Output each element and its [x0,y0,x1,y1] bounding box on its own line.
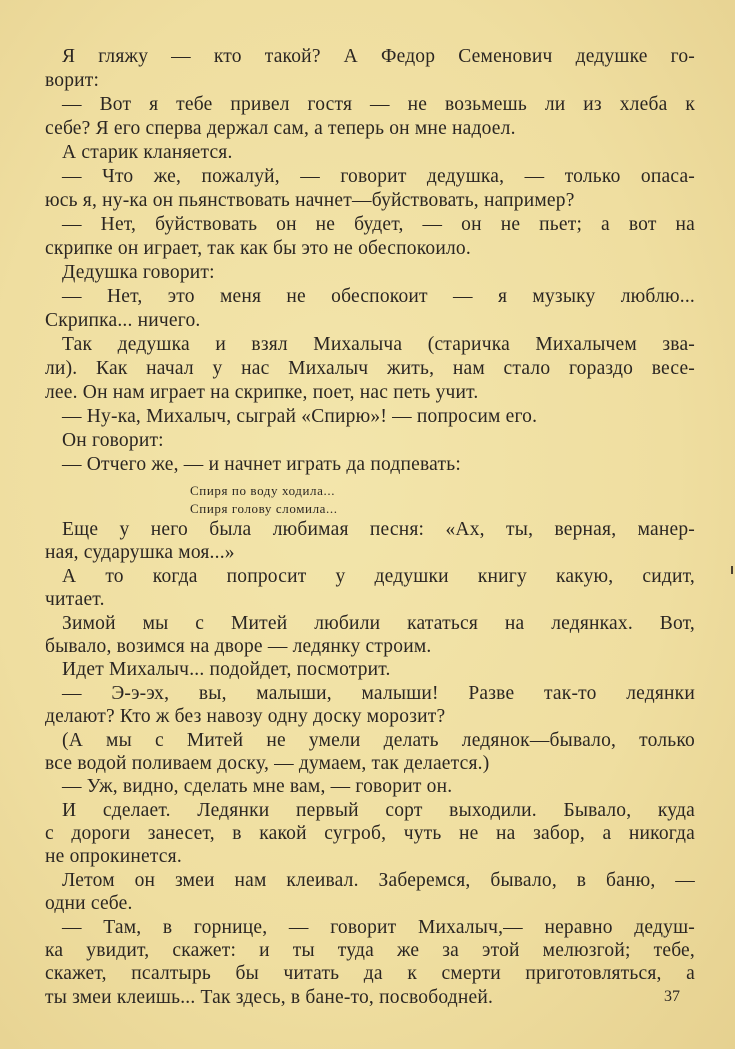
paragraph [45,429,695,453]
scan-speck [731,566,733,574]
text-line: — Там, в горнице, — говорит Михалыч,— неравно дедуш- [62,916,695,938]
poem-line: Спиря голову сломила... [190,501,338,516]
paragraph [45,729,695,776]
paragraph [45,333,695,405]
text-line: читает. [45,589,105,611]
text-line: А старик кланяется. [62,142,233,163]
text-line: лее. Он нам играет на скрипке, поет, нас петь учит. [45,382,479,403]
paragraph [45,869,695,916]
text-line: скажет, псалтырь бы читать да к смерти приготовляться, а [45,963,695,985]
text-line: юсь я, ну-ка он пьянствовать начнет—буйствовать, например? [45,190,575,211]
paragraph [45,453,695,477]
text-line: — Вот я тебе привел гостя — не возьмешь ли из хлеба к [62,94,695,115]
paragraph [45,612,695,659]
paragraph [45,916,695,1010]
text-line: скрипке он играет, так как бы это не обеспокоило. [45,238,471,259]
text-line: Он говорит: [62,430,164,451]
text-line: — Нет, это меня не обеспокоит — я музыку люблю... [62,286,695,307]
text-line: с дороги занесет, в какой сугроб, чуть не на забор, а никогда [45,823,695,845]
poem-verse [190,482,338,518]
paragraph [45,799,695,869]
text-line: ли). Как начал у нас Михалыч жить, нам стало гораздо весе- [45,358,695,379]
text-line: не опрокинется. [45,846,182,868]
text-line: И сделает. Ледянки первый сорт выходили. Бывало, куда [62,799,695,821]
text-line: — Ну-ка, Михалыч, сыграй «Спирю»! — попросим его. [62,406,538,427]
paragraph [45,285,695,333]
text-line: — Отчего же, — и начнет играть да подпевать: [62,454,461,475]
paragraph [45,518,695,565]
text-line: Дедушка говорит: [62,262,215,283]
paragraph [45,682,695,729]
paragraph [45,93,695,141]
text-line: делают? Кто ж без навозу одну доску морозит? [45,706,446,728]
text-line: Так дедушка и взял Михалыча (старичка Михалычем зва- [62,334,695,355]
text-line: — Э-э-эх, вы, малыши, малыши! Разве так-то ледянки [62,682,695,704]
paragraph [45,165,695,213]
paragraph [45,213,695,261]
text-line: все водой поливаем доску, — думаем, так делается.) [45,752,490,774]
paragraph [45,45,695,93]
text-line: Зимой мы с Митей любили кататься на ледянках. Вот, [62,612,695,634]
text-line: ная, сударушка моя...» [45,542,235,564]
text-line: А то когда попросит у дедушки книгу какую, сидит, [62,565,695,587]
paragraph [45,775,695,798]
paragraph [45,261,695,285]
text-line: Идет Михалыч... подойдет, посмотрит. [62,659,391,681]
text-line: Скрипка... ничего. [45,310,201,331]
text-line: — Нет, буйствовать он не будет, — он не пьет; а вот на [62,214,695,235]
text-line: Еще у него была любимая песня: «Ах, ты, верная, манер- [62,519,695,540]
text-line: Я гляжу — кто такой? А Федор Семенович дедушке го- [62,46,695,67]
poem-line: Спиря по воду ходила... [190,483,336,498]
paragraph [45,405,695,429]
paragraph [45,141,695,165]
text-block-top [45,45,695,477]
text-line: бывало, возимся на дворе — ледянку строим. [45,635,432,657]
text-line: (А мы с Митей не умели делать ледянок—бывало, только [62,729,695,751]
text-line: ты змеи клеишь... Так здесь, в бане-то, посвободней. [45,986,494,1008]
text-line: ворит: [45,70,100,91]
text-line: — Что же, пожалуй, — говорит дедушка, — только опаса- [62,166,695,187]
text-block-bottom [45,518,695,1009]
text-line: Летом он змеи нам клеивал. Заберемся, бывало, в баню, — [62,869,695,891]
text-line: одни себе. [45,893,133,915]
text-line: себе? Я его сперва держал сам, а теперь он мне надоел. [45,118,516,139]
text-line: ка увидит, скажет: и ты туда же за этой мелюзгой; тебе, [45,940,695,962]
paragraph [45,565,695,612]
text-line: — Уж, видно, сделать мне вам, — говорит он. [62,776,453,798]
paragraph [45,658,695,681]
page-number: 37 [664,988,680,1005]
